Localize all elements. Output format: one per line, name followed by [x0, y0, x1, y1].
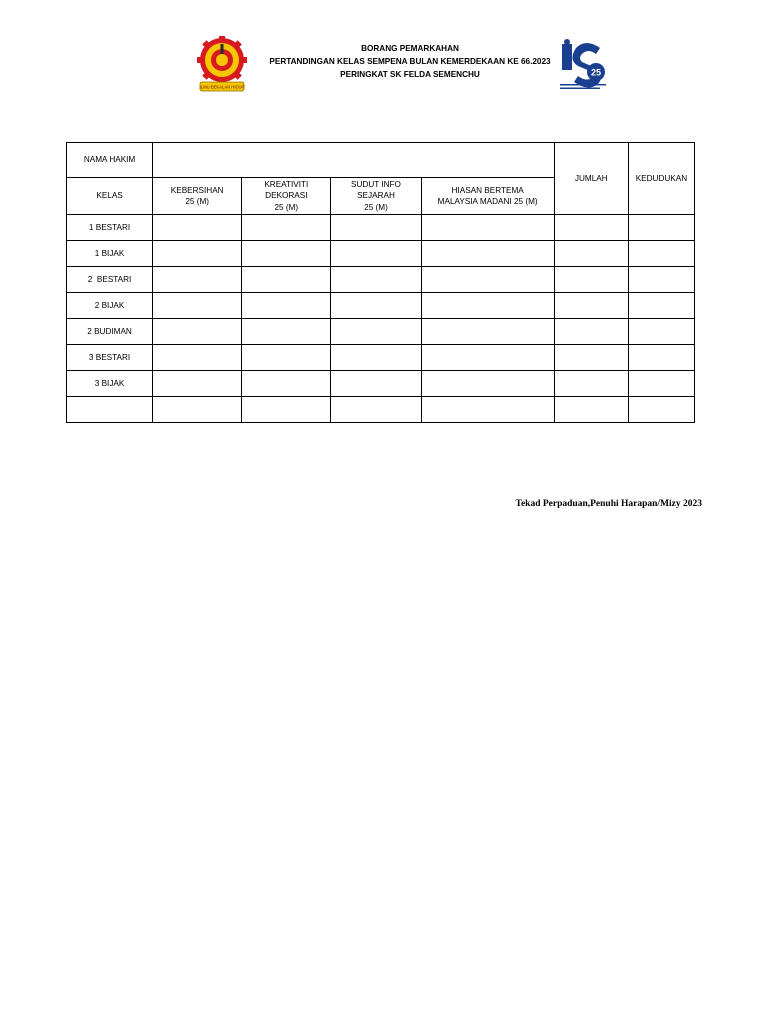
score-cell[interactable]: [331, 293, 421, 319]
score-cell[interactable]: [331, 345, 421, 371]
table-row: [67, 319, 695, 345]
kedudukan-cell[interactable]: [628, 345, 694, 371]
score-cell[interactable]: [421, 241, 554, 267]
jumlah-cell[interactable]: [554, 267, 628, 293]
score-cell[interactable]: [421, 267, 554, 293]
kedudukan-cell[interactable]: [628, 293, 694, 319]
jumlah-cell[interactable]: [554, 215, 628, 241]
score-cell[interactable]: [153, 319, 242, 345]
class-name: 1 BIJAK: [67, 241, 153, 267]
score-cell[interactable]: [242, 397, 331, 423]
sudut-info-header: SUDUT INFO SEJARAH 25 (M): [331, 178, 421, 215]
kebersihan-header: KEBERSIHAN 25 (M): [153, 178, 242, 215]
score-cell[interactable]: [242, 241, 331, 267]
nama-hakim-label: NAMA HAKIM: [67, 143, 153, 178]
score-cell[interactable]: [421, 345, 554, 371]
table-row: [67, 215, 695, 241]
class-name: 2 BESTARI: [67, 267, 153, 293]
header-line-3: PERINGKAT SK FELDA SEMENCHU: [340, 70, 480, 79]
kedudukan-cell[interactable]: [628, 267, 694, 293]
jumlah-cell[interactable]: [554, 371, 628, 397]
jumlah-cell[interactable]: [554, 397, 628, 423]
kedudukan-cell[interactable]: [628, 397, 694, 423]
kedudukan-cell[interactable]: [628, 319, 694, 345]
class-name: 2 BIJAK: [67, 293, 153, 319]
score-cell[interactable]: [421, 293, 554, 319]
logo-number-text: 25: [590, 67, 602, 78]
score-cell[interactable]: [153, 371, 242, 397]
table-row: [67, 371, 695, 397]
jumlah-cell[interactable]: [554, 241, 628, 267]
score-cell[interactable]: [153, 241, 242, 267]
header-line-1: BORANG PEMARKAHAN: [361, 44, 459, 53]
score-cell[interactable]: [421, 215, 554, 241]
score-cell[interactable]: [242, 267, 331, 293]
class-name[interactable]: [67, 397, 153, 423]
score-table: [66, 142, 695, 423]
crest-motto-text: ILMU BEKALAN HIDUP: [199, 84, 245, 90]
table-row: [67, 241, 695, 267]
table-row: [67, 293, 695, 319]
score-cell[interactable]: [242, 293, 331, 319]
score-cell[interactable]: [153, 215, 242, 241]
hiasan-bertema-header: HIASAN BERTEMA MALAYSIA MADANI 25 (M): [421, 178, 554, 215]
class-name: 3 BIJAK: [67, 371, 153, 397]
kedudukan-header: KEDUDUKAN: [628, 143, 694, 215]
score-cell[interactable]: [242, 371, 331, 397]
header-line-2: PERTANDINGAN KELAS SEMPENA BULAN KEMERDEKAAN KE 66.2023: [269, 57, 551, 66]
score-cell[interactable]: [331, 241, 421, 267]
score-cell[interactable]: [242, 345, 331, 371]
score-cell[interactable]: [242, 319, 331, 345]
kedudukan-cell[interactable]: [628, 215, 694, 241]
score-cell[interactable]: [421, 319, 554, 345]
table-row: [67, 267, 695, 293]
score-cell[interactable]: [331, 397, 421, 423]
form-header: [250, 42, 570, 81]
score-cell[interactable]: [331, 267, 421, 293]
kedudukan-cell[interactable]: [628, 241, 694, 267]
jumlah-cell[interactable]: [554, 319, 628, 345]
school-crest-logo: [196, 36, 248, 94]
nama-hakim-field[interactable]: [153, 143, 555, 178]
class-name: 3 BESTARI: [67, 345, 153, 371]
score-cell[interactable]: [153, 397, 242, 423]
score-cell[interactable]: [153, 293, 242, 319]
score-cell[interactable]: [421, 371, 554, 397]
jumlah-header: JUMLAH: [554, 143, 628, 215]
score-cell[interactable]: [331, 371, 421, 397]
footer-slogan: Tekad Perpaduan,Penuhi Harapan/Mizy 2023: [515, 499, 702, 509]
score-cell[interactable]: [421, 397, 554, 423]
table-row: [67, 397, 695, 423]
score-cell[interactable]: [242, 215, 331, 241]
score-cell[interactable]: [153, 345, 242, 371]
class-name: 1 BESTARI: [67, 215, 153, 241]
table-row: [67, 345, 695, 371]
anniversary-logo: [558, 38, 608, 92]
jumlah-cell[interactable]: [554, 345, 628, 371]
jumlah-cell[interactable]: [554, 293, 628, 319]
kelas-header: KELAS: [67, 178, 153, 215]
score-cell[interactable]: [153, 267, 242, 293]
score-cell[interactable]: [331, 319, 421, 345]
kreativiti-header: KREATIVITI DEKORASI 25 (M): [242, 178, 331, 215]
class-name: 2 BUDIMAN: [67, 319, 153, 345]
score-cell[interactable]: [331, 215, 421, 241]
kedudukan-cell[interactable]: [628, 371, 694, 397]
